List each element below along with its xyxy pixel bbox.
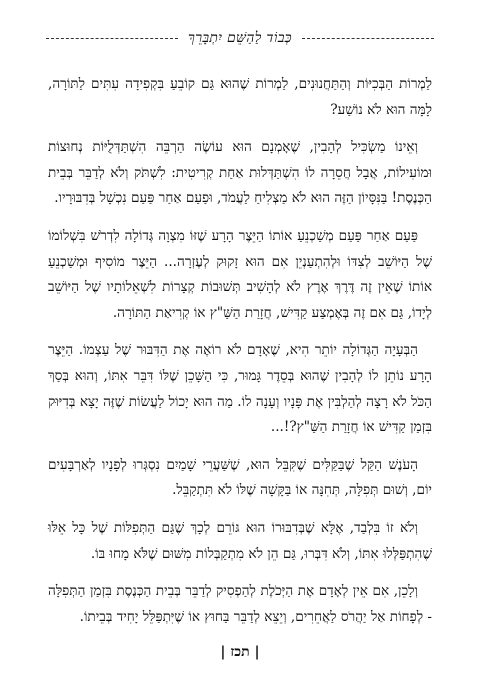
page-number: | תכז | [220, 644, 260, 660]
paragraph: הָעֹנֶשׁ הַקַּל שֶׁבַּקַּלִּים שֶׁקִּבֵּל הוּא, שֶׁשַּׁעֲרֵי שָׁמַיִם נִסְגְּרוּ לְפָנָיו לְאַרְבָּעִים יוֹם, וְשׁוּם תְּפִלָּה, תְּחִנָּה אוֹ בַּקָּשָׁה שֶׁלּוֹ לֹא תִּתְקַבֵּל. [48, 456, 432, 499]
paragraph: הַבְּעָיָה הַגְּדוֹלָה יוֹתֵר הִיא, שֶׁאָדָם לֹא רוֹאֶה אֶת הַדִּבּוּר שֶׁל עַצְמוֹ. הַיֵּצֶר הָרָע נוֹתֵן לוֹ לְהָבִין שֶׁהוּא בְּסֵדֶר גָּמוּר, כִּי הַשָּׁכֵן שֶׁלּוֹ דִּבֵּר אִתּוֹ, וְהוּא בְּסַךְ הַכֹּל לֹא רָצָה לְהַלְבִּין אֶת פָּנָיו וְעָנָה לוֹ. מַה הוּא יָכוֹל לַעֲשׂוֹת שֶׁזֶּה יָצָא בְּדִיּוּק בִּזְמַן קַדִּישׁ אוֹ חֲזָרַת הַשַּׁ"ץ?!... [48, 342, 432, 436]
paragraph: וְלֹא זוֹ בִּלְבַד, אֶלָּא שֶׁבְּדִבּוּרוֹ הוּא גּוֹרֵם לְכָךְ שֶׁגַּם הַתְּפִלּוֹת שֶׁל כָּל אֵלּוּ שֶׁהִתְפַּלְּלוּ אִתּוֹ, וְלֹא דִּבְּרוּ, גַּם הֵן לֹא מִתְקַבְּלוֹת מִשּׁוּם שֶׁלֹּא מָחוּ בּוֹ. [48, 519, 432, 562]
paragraph: וְאֵינוֹ מַשְׂכִּיל לְהָבִין, שֶׁאָמְנָם הוּא עוֹשֶׂה הַרְבֵּה הִשְׁתַּדְּלֻיּוֹת נְחוּצוֹת וּמוֹעִילוֹת, אֲבָל חֲסֵרָה לוֹ הִשְׁתַּדְּלוּת אַחַת קְרִיטִית: לִשְׁתֹּק וְלֹא לְדַבֵּר בְּבֵית הַכְּנֶסֶת! בַּנִּסָּיוֹן הַזֶּה הוּא לֹא מַצְלִיחַ לַעֲמֹד, וּפַעַם אַחַר פַּעַם נִכְשָׁל בְּדִבּוּרָיו. [48, 139, 432, 207]
paragraph: פַּעַם אַחַר פַּעַם מְשַׁכְנֵעַ אוֹתוֹ הַיֵּצֶר הָרָע שֶׁזּוֹ מִצְוָה גְּדוֹלָה לִדְרֹשׁ בִּשְׁלוֹמוֹ שֶׁל הַיּוֹשֵׁב לְצִדּוֹ וּלְהִתְעַנְיֵן אִם הוּא זָקוּק לְעֶזְרָה... הַיֵּצֶר מוֹסִיף וּמְשַׁכְנֵעַ אוֹתוֹ שֶׁאֵין זֶה דֶּרֶךְ אֶרֶץ לֹא לְהָשִׁיב תְּשׁוּבוֹת קְצָרוֹת לִשְׁאֵלוֹתָיו שֶׁל הַיּוֹשֵׁב לְיָדוֹ, גַּם אִם זֶה בְּאֶמְצַע קַדִּישׁ, חֲזָרַת הַשַּׁ"ץ אוֹ קְרִיאַת הַתּוֹרָה. [48, 227, 432, 321]
header-rule-right [302, 38, 434, 39]
paragraph: לַמְרוֹת הַבְּכִיּוֹת וְהַתַּחֲנוּנִים, לַמְרוֹת שֶׁהוּא גַּם קוֹבֵעַ בִּקְפִידָה עִתִּים לַתּוֹרָה, לָמָּה הוּא לֹא נוֹשַׁע? [48, 76, 432, 118]
body-text [48, 72, 432, 642]
paragraph: וְלָכֵן, אִם אֵין לְאָדָם אֶת הַיְּכֹלֶת לְהַפְסִיק לְדַבֵּר בְּבֵית הַכְּנֶסֶת בִּזְמַן הַתְּפִלָּה - לְפָחוֹת אַל יַהֲרֹס לַאֲחֵרִים, וְיֵצֵא לְדַבֵּר בַּחוּץ אוֹ שֶׁיִּתְפַּלֵּל יָחִיד בְּבֵיתוֹ. [48, 583, 432, 625]
header-rule-left [46, 38, 178, 39]
header-title: כְּבוֹד לַהַשֵּׁם יִתְבָּרֵךְ [188, 29, 292, 46]
running-header [46, 26, 434, 50]
